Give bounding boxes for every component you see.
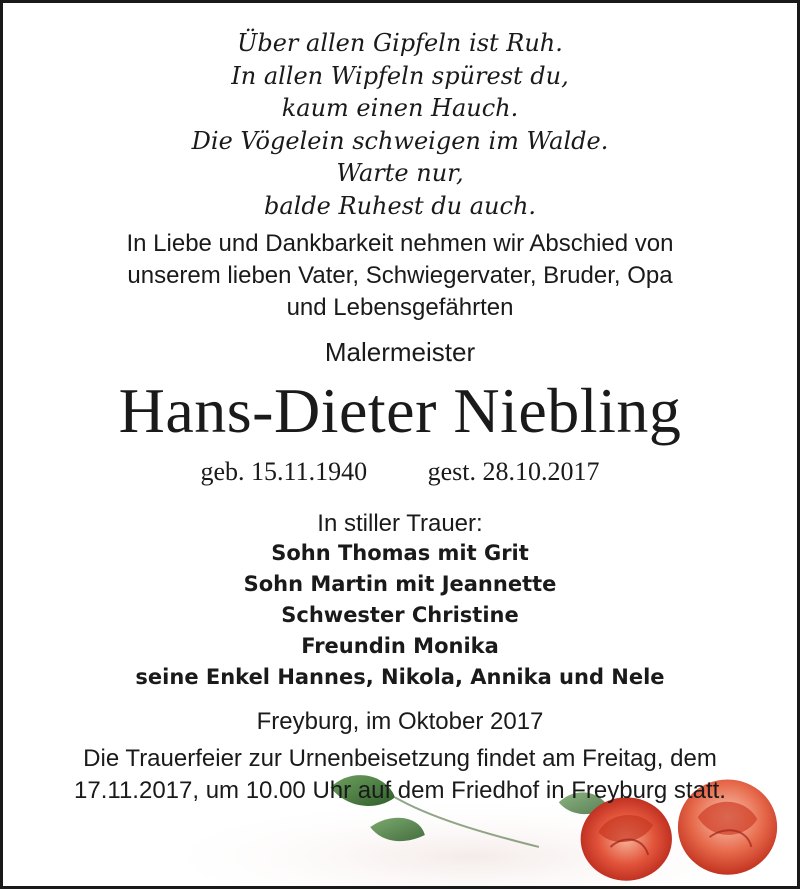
birth-date: geb. 15.11.1940: [200, 457, 368, 486]
farewell-line: und Lebensgefährten: [286, 294, 514, 321]
poem-line: kaum einen Hauch.: [281, 94, 519, 122]
farewell-line: In Liebe und Dankbarkeit nehmen wir Abschied von: [126, 230, 674, 257]
poem: [3, 27, 797, 222]
mourner: Schwester Christine: [281, 603, 519, 627]
mourner: seine Enkel Hannes, Nikola, Annika und Nele: [135, 665, 665, 689]
mourners-list: [3, 538, 797, 693]
place-date: Freyburg, im Oktober 2017: [256, 708, 544, 735]
farewell-text: [3, 228, 797, 324]
poem-line: balde Ruhest du auch.: [263, 191, 537, 220]
funeral-line: Die Trauerfeier zur Urnenbeisetzung findet am Freitag, dem: [83, 745, 717, 772]
funeral-info: [3, 743, 797, 807]
life-dates: [3, 455, 797, 489]
mourner: Sohn Thomas mit Grit: [271, 541, 529, 565]
poem-line: Die Vögelein schweigen im Walde.: [191, 126, 609, 155]
poem-line: Warte nur,: [336, 159, 464, 187]
poem-line: In allen Wipfeln spürest du,: [231, 61, 569, 90]
deceased-name: Hans-Dieter Niebling: [118, 375, 682, 446]
mourner: Freundin Monika: [301, 634, 499, 658]
profession: Malermeister: [324, 337, 476, 367]
farewell-line: unserem lieben Vater, Schwiegervater, Bruder, Opa: [127, 262, 673, 289]
death-date: gest. 28.10.2017: [427, 457, 600, 486]
mourners-heading: In stiller Trauer:: [317, 510, 483, 537]
funeral-line: 17.11.2017, um 10.00 Uhr auf dem Friedhof in Freyburg statt.: [74, 777, 726, 804]
poem-line: Über allen Gipfeln ist Ruh.: [237, 29, 563, 57]
mourner: Sohn Martin mit Jeannette: [243, 572, 557, 596]
